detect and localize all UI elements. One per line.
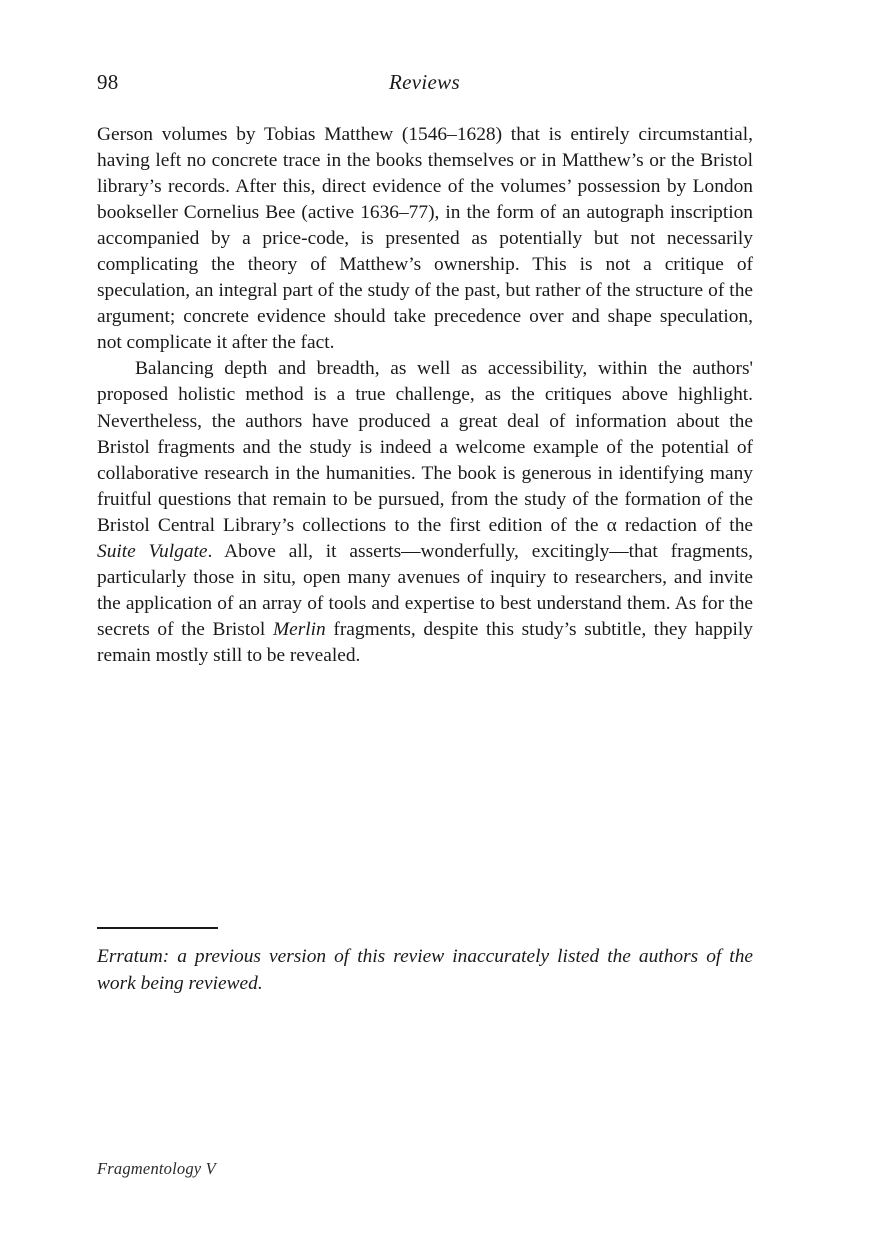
text-run: . Above all, it asserts—wonderfully, excitingly—that fragments, particularly those in situ, open many avenues of inquiry to researchers, and invite the application of an array of tools and expertise to best understand them. As for the secrets of the Bristol	[97, 540, 753, 640]
footer-journal-title: Fragmentology V	[97, 1159, 216, 1178]
italic-title-run: Suite Vulgate	[97, 540, 208, 562]
text-run: Balancing depth and breadth, as well as accessibility, within the authors' proposed holistic method is a true challenge, as the critiques above highlight. Nevertheless, the authors have produced a great deal of information about the Bristol fragments and the study is indeed a welcome example of the potential of collaborative research in the humanities. The book is generous in identifying many fruitful questions that remain to be pursued, from the study of the formation of the Bristol Central Library’s collections to the first edition of the α redaction of the	[97, 358, 753, 536]
body-paragraph	[97, 356, 753, 669]
running-head-title: Reviews	[389, 70, 460, 94]
running-head	[97, 68, 752, 96]
italic-title-run: Merlin	[272, 618, 326, 640]
body-text-block	[97, 122, 753, 669]
text-run: Gerson volumes by Tobias Matthew (1546–1628) that is entirely circumstantial, having left no concrete trace in the books themselves or in Matthew’s or the Bristol library’s records. After this, direct evidence of the volumes’ possession by London bookseller Cornelius Bee (active 1636–77), in the form of an autograph inscription accompanied by a price-code, is presented as potentially but not necessarily complicating the theory of Matthew’s ownership. This is not a critique of speculation, an integral part of the study of the past, but rather of the structure of the argument; concrete evidence should take precedence over and shape speculation, not complicate it after the fact.	[97, 124, 753, 354]
erratum-rule	[97, 927, 218, 929]
text-run: fragments, despite this study’s subtitle, they happily remain mostly still to be revealed.	[97, 618, 753, 666]
erratum-note: Erratum: a previous version of this review inaccurately listed the authors of the work being reviewed.	[97, 946, 753, 994]
body-paragraph	[97, 122, 753, 356]
page-number: 98	[97, 70, 119, 94]
